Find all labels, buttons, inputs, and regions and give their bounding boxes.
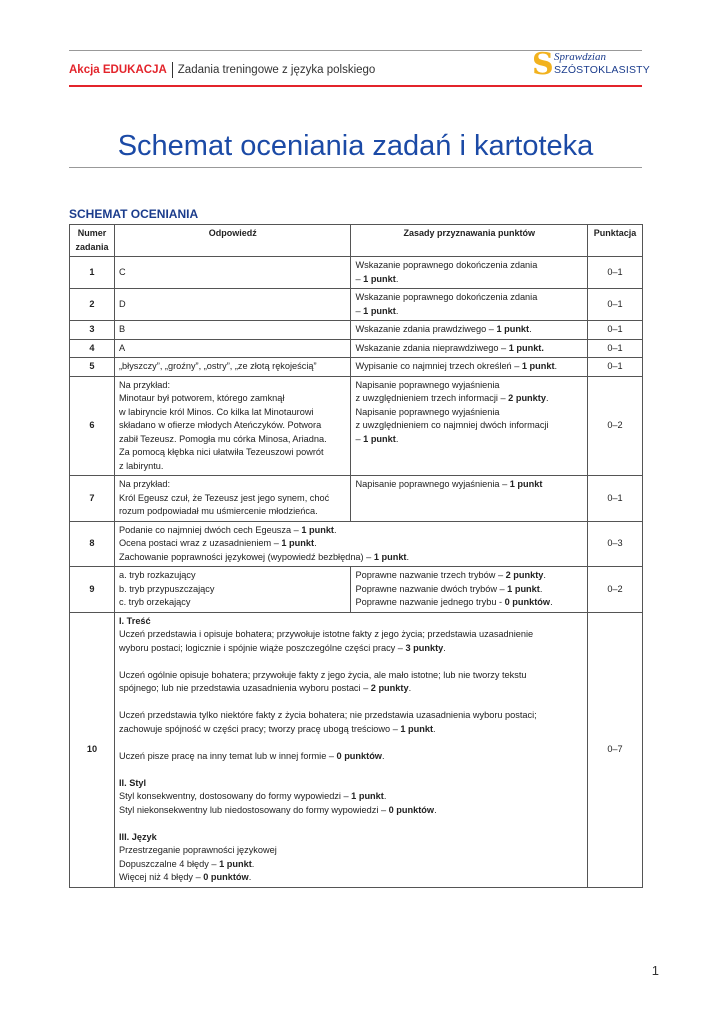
table-row: 4 A Wskazanie zdania nieprawdziwego – 1 punkt. 0–1 xyxy=(70,339,643,358)
table-row: 8 Podanie co najmniej dwóch cech Egeusza – 1 punkt. Ocena postaci wraz z uzasadnieniem – 1 punkt. Zachowanie poprawności językowej (wypowiedź bezbłędna) – 1 punkt. 0–3 xyxy=(70,521,643,567)
header-answer: Odpowiedź xyxy=(114,225,351,257)
header-red-rule xyxy=(69,85,642,87)
header-left xyxy=(69,62,375,78)
page-title: Schemat oceniania zadań i kartoteka xyxy=(117,130,594,162)
scoring-table xyxy=(69,224,643,888)
header-rules: Zasady przyznawania punktów xyxy=(351,225,588,257)
header-number: Numer zadania xyxy=(70,225,115,257)
table-row: 10 I. Treść Uczeń przedstawia i opisuje bohatera; przywołuje istotne fakty z jego życia; przedstawia uzasadnienie wyboru postaci; logicznie i spójnie wiąże poszczególne części pracy – 3 punkty. Uczeń ogólnie opisuje bohatera; przywołuje fakty z jego życia, ale mało istotne; lub nie tworzy tekstu spójnego; lub nie przedstawia uzasadnienia wyboru postaci – 2 punkty. Uczeń przedstawia tylko niektóre fakty z życia bohatera; nie przedstawia uzasadnienia wyboru postaci; zachowuje spójność w części pracy; tworzy pracę ubogą treściowo – 1 punkt. Uczeń pisze pracę na inny temat lub w innej formie – 0 punktów. II. Styl Styl konsekwentny, dostosowany do formy wypowiedzi – 1 punkt. Styl niekonsekwentny lub niedostosowany do formy wypowiedzi – 0 punktów. III. Język Przestrzeganie poprawności językowej Dopuszczalne 4 błędy – 1 punkt. Więcej niż 4 błędy – 0 punktów. 0–7 xyxy=(70,612,643,887)
logo-s-icon: S xyxy=(532,47,554,82)
title-rule xyxy=(69,167,642,168)
page-header xyxy=(69,47,650,85)
table-header-row xyxy=(70,225,643,257)
table-row: 6 Na przykład: Minotaur był potworem, którego zamknął w labiryncie król Minos. Co kilka lat Minotaurowi składano w ofierze młodych Ateńczyków. Potwora zabił Tezeusz. Pomogła mu córka Minosa, Ariadna. Za pomocą kłębka nici ułatwiła Tezeuszowi powrót z labiryntu. Napisanie poprawnego wyjaśnienia z uwzględnieniem trzech informacji – 2 punkty. Napisanie poprawnego wyjaśnienia z uwzględnieniem co najmniej dwóch informacji – 1 punkt. 0–2 xyxy=(70,376,643,476)
logo-line1: Sprawdzian xyxy=(554,51,606,63)
page-number: 1 xyxy=(651,963,659,978)
table-row: 3 B Wskazanie zdania prawdziwego – 1 punkt. 0–1 xyxy=(70,321,643,340)
table-row: 5 „błyszczy”, „groźny”, „ostry”, „ze złotą rękojeścią” Wypisanie co najmniej trzech określeń – 1 punkt. 0–1 xyxy=(70,358,643,377)
section-title: SCHEMAT OCENIANIA xyxy=(69,207,199,221)
logo-line2: SZÓSTOKLASISTY xyxy=(554,64,650,76)
header-divider xyxy=(172,62,173,78)
table-row: 2 D Wskazanie poprawnego dokończenia zdania – 1 punkt. 0–1 xyxy=(70,289,643,321)
table-row: 9 a. tryb rozkazujący b. tryb przypuszczający c. tryb orzekający Poprawne nazwanie trzech trybów – 2 punkty. Poprawne nazwanie dwóch trybów – 1 punkt. Poprawne nazwanie jednego trybu - 0 punktów. 0–2 xyxy=(70,567,643,613)
sprawdzian-logo xyxy=(532,47,650,82)
header-points: Punktacja xyxy=(587,225,642,257)
akcja-label: Akcja EDUKACJA xyxy=(69,64,167,77)
table-row: 1 C Wskazanie poprawnego dokończenia zdania – 1 punkt. 0–1 xyxy=(70,257,643,289)
table-row: 7 Na przykład: Król Egeusz czuł, że Tezeusz jest jego synem, choć rozum podpowiadał mu uśmiercenie młodzieńca. Napisanie poprawnego wyjaśnienia – 1 punkt 0–1 xyxy=(70,476,643,522)
header-subtitle: Zadania treningowe z języka polskiego xyxy=(177,64,376,77)
